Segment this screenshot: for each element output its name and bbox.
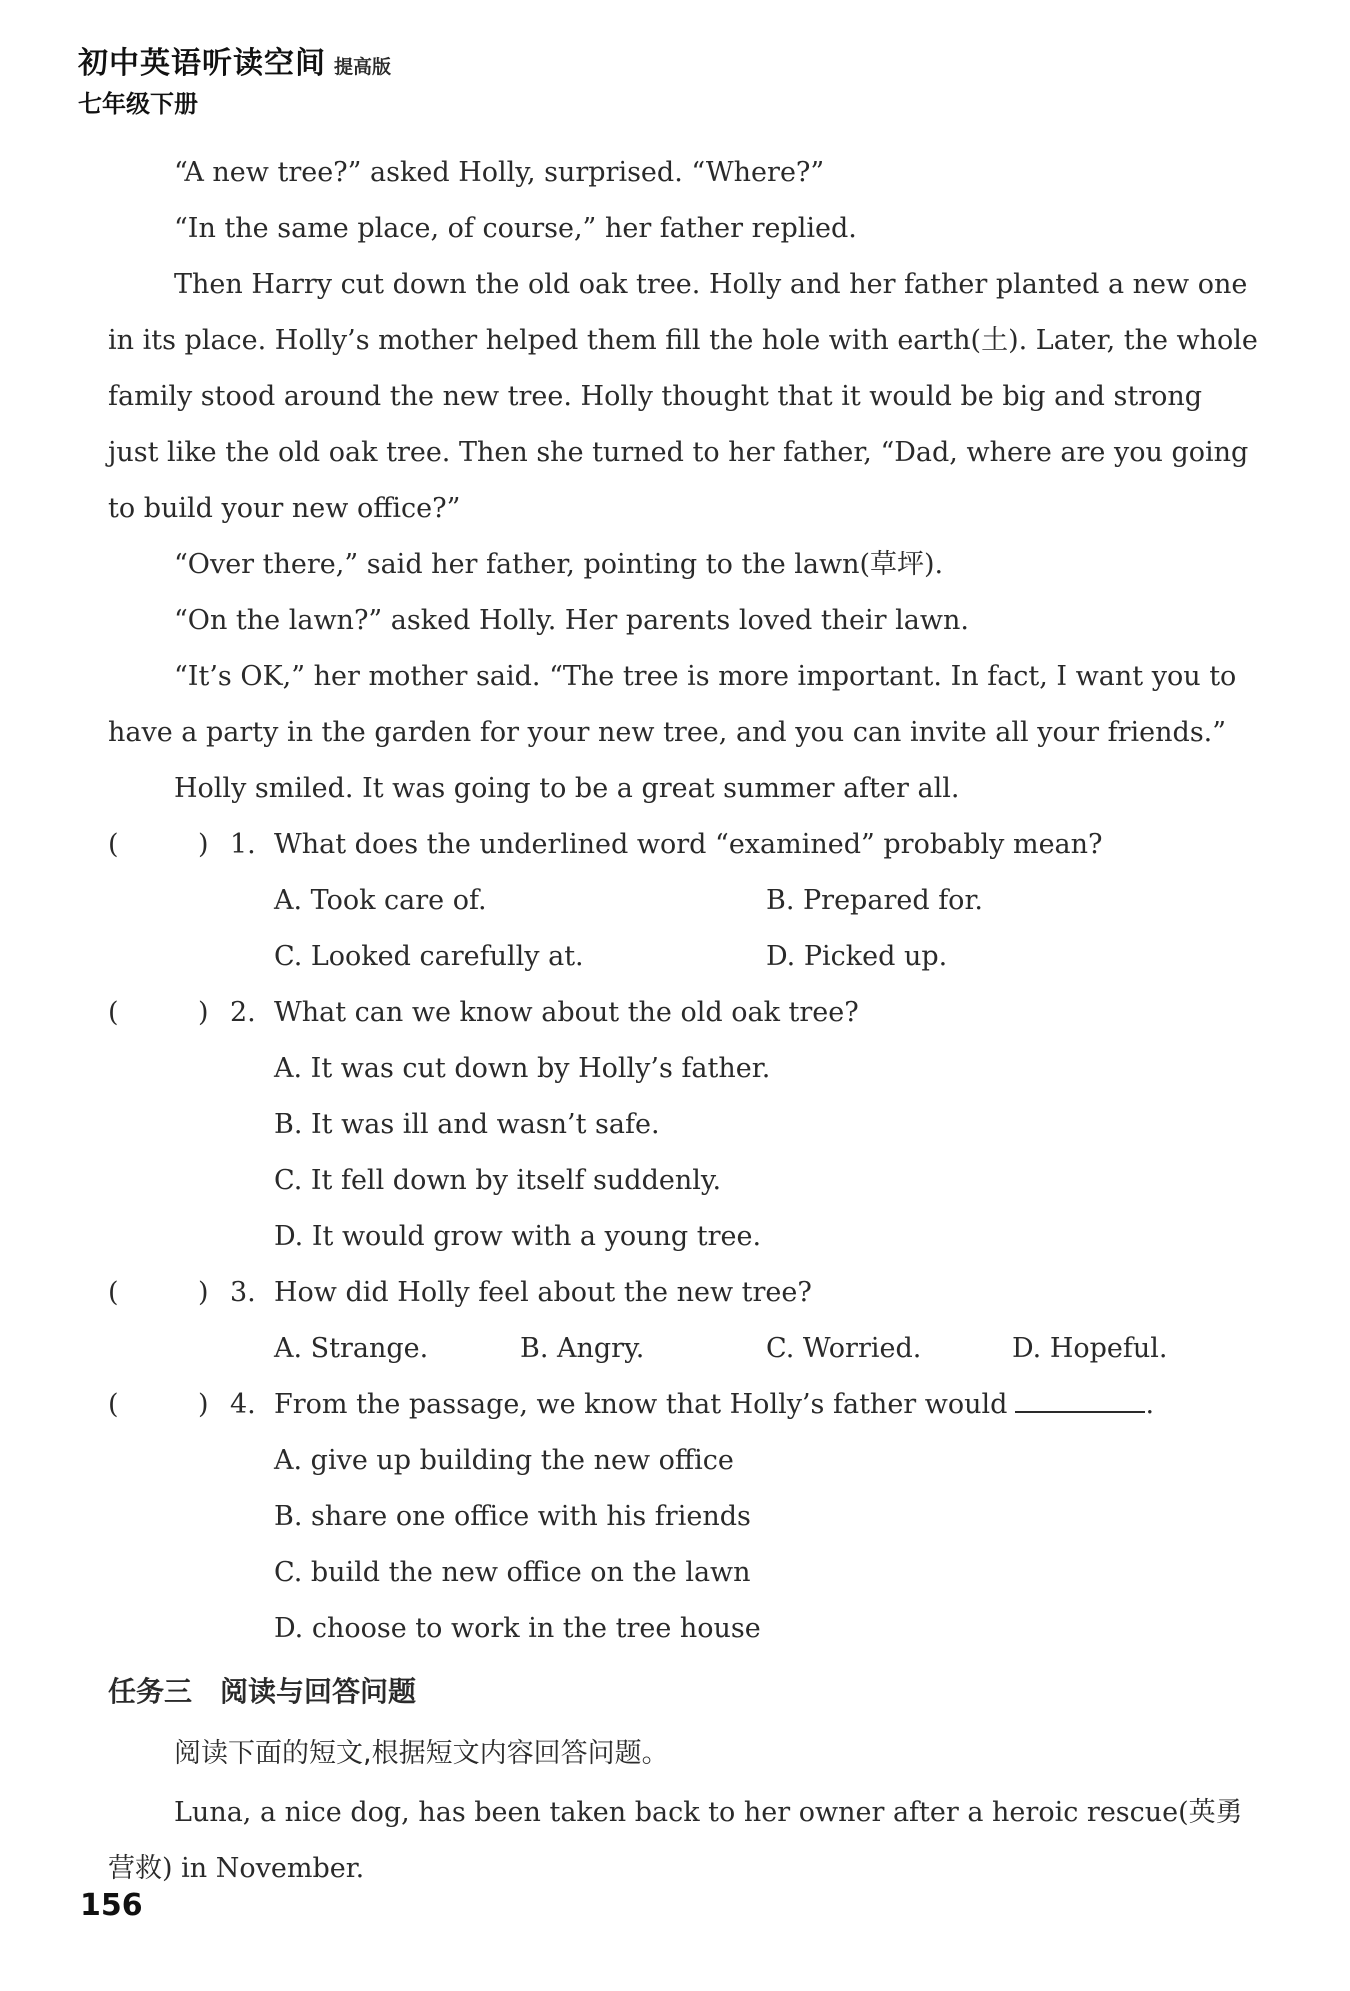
option-a: A. give up building the new office — [274, 1445, 734, 1476]
question-text: How did Holly feel about the new tree? — [274, 1277, 812, 1308]
question-text: From the passage, we know that Holly’s father would — [274, 1389, 1008, 1420]
section-instruction: 阅读下面的短文,根据短文内容回答问题。 — [174, 1738, 669, 1769]
book-title: 初中英语听读空间 — [78, 46, 326, 81]
book-grade: 七年级下册 — [78, 90, 198, 118]
book-edition: 提高版 — [334, 56, 392, 78]
option-d: D. Hopeful. — [1012, 1333, 1168, 1364]
story-paragraph: Then Harry cut down the old oak tree. Holly and her father planted a new one in its place. Holly’s mother helped them fill the hole with earth(土). Later, the whole family stood around the new tree. Holly thought that it would be big and strong just like the old oak tree. Then she turned to her father, “Dad, where are you going to build your new office?” — [108, 269, 1258, 524]
answer-paren-close: ) — [198, 997, 209, 1028]
option-b: B. share one office with his friends — [274, 1501, 751, 1532]
question-text: What can we know about the old oak tree? — [274, 997, 859, 1028]
answer-paren-open: ( — [108, 1389, 119, 1420]
section-label: 任务三 — [108, 1675, 193, 1708]
option-a: A. Strange. — [274, 1333, 429, 1364]
question-2 — [108, 985, 1258, 1265]
story-paragraph: “In the same place, of course,” her father replied. — [174, 213, 857, 244]
option-d: D. choose to work in the tree house — [274, 1613, 761, 1644]
question-number: 4. — [230, 1389, 256, 1420]
answer-paren-open: ( — [108, 829, 119, 860]
question-stem — [108, 1265, 1258, 1321]
option-c: C. Looked carefully at. — [274, 941, 584, 972]
question-number: 3. — [230, 1277, 256, 1308]
question-options — [108, 1321, 1258, 1377]
option-a: A. It was cut down by Holly’s father. — [274, 1053, 771, 1084]
story-paragraph: “It’s OK,” her mother said. “The tree is more important. In fact, I want you to have a party in the garden for your new tree, and you can invite all your friends.” — [108, 661, 1237, 748]
option-d: D. It would grow with a young tree. — [274, 1221, 762, 1252]
answer-paren-close: ) — [198, 1389, 209, 1420]
option-c: C. Worried. — [766, 1333, 922, 1364]
question-text: What does the underlined word “examined” probably mean? — [274, 829, 1103, 860]
option-a: A. Took care of. — [274, 885, 487, 916]
story-paragraph: “On the lawn?” asked Holly. Her parents loved their lawn. — [174, 605, 969, 636]
question-options — [108, 873, 1258, 985]
page-number: 156 — [80, 1888, 143, 1923]
question-number: 2. — [230, 997, 256, 1028]
story-paragraph: Holly smiled. It was going to be a great summer after all. — [174, 773, 960, 804]
story-paragraph: “Over there,” said her father, pointing to the lawn(草坪). — [174, 549, 944, 580]
story-paragraph: “A new tree?” asked Holly, surprised. “Where?” — [174, 157, 825, 188]
section-heading — [108, 1661, 1258, 1723]
question-1 — [108, 817, 1258, 985]
option-b: B. Prepared for. — [766, 885, 983, 916]
option-c: C. build the new office on the lawn — [274, 1557, 751, 1588]
answer-paren-open: ( — [108, 997, 119, 1028]
answer-paren-close: ) — [198, 1277, 209, 1308]
question-number: 1. — [230, 829, 256, 860]
answer-paren-close: ) — [198, 829, 209, 860]
question-options — [108, 1041, 1258, 1265]
question-tail: . — [1145, 1389, 1155, 1420]
question-4 — [108, 1377, 1258, 1657]
section-passage: Luna, a nice dog, has been taken back to her owner after a heroic rescue(英勇营救) in November. — [108, 1797, 1243, 1884]
question-stem — [108, 985, 1258, 1041]
option-c: C. It fell down by itself suddenly. — [274, 1165, 722, 1196]
question-stem — [108, 817, 1258, 873]
page-content — [108, 145, 1258, 1897]
page-header — [78, 44, 391, 124]
question-3 — [108, 1265, 1258, 1377]
option-b: B. Angry. — [520, 1333, 645, 1364]
option-b: B. It was ill and wasn’t safe. — [274, 1109, 660, 1140]
option-d: D. Picked up. — [766, 941, 948, 972]
section-title: 阅读与回答问题 — [220, 1675, 417, 1708]
question-stem — [108, 1377, 1258, 1433]
story-passage — [108, 145, 1258, 817]
answer-paren-open: ( — [108, 1277, 119, 1308]
answer-blank — [1015, 1387, 1145, 1413]
book-title-line — [78, 44, 391, 84]
question-options — [108, 1433, 1258, 1657]
